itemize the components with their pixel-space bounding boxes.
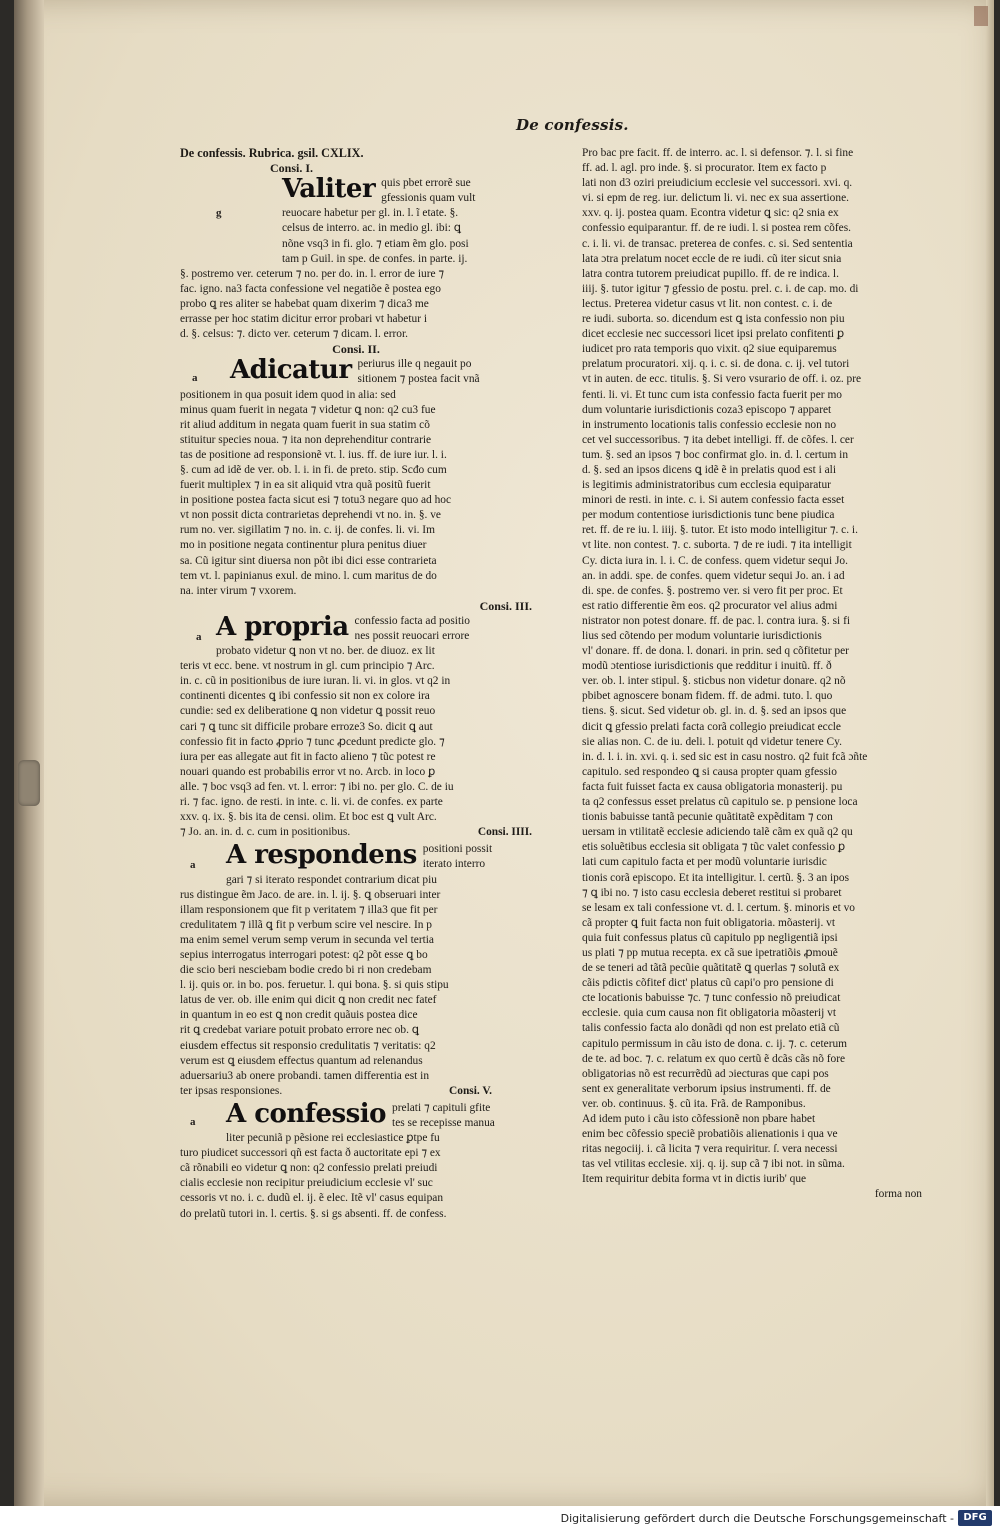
text-line: cet vel successoribus. ⁊ ita debet intelligi. ff. de cõfes. l. cer bbox=[582, 433, 854, 446]
text-line: de te. ad boc. ⁊. c. relatum ex quo certũ ẽ dcãs cãs nõ fore bbox=[582, 1052, 846, 1065]
text-line: rit ꝗ credebat variare potuit probato errore nec ob. ꝗ bbox=[180, 1024, 420, 1037]
text-line: est ratio differentie ẽm eos. q2 procurator vel alius admi bbox=[582, 599, 838, 612]
text-line: ter ipsas responsiones. bbox=[180, 1084, 283, 1097]
text-line: rum no. ver. sigillatim ⁊ no. in. c. ij. de confes. li. vi. Im bbox=[180, 524, 435, 537]
text-line: ta q2 confessus esset prelatus cũ capitulo se. p pensione loca bbox=[582, 796, 858, 809]
text-line: continenti dicentes ꝗ ibi confessio sit non ex colore ira bbox=[180, 690, 430, 703]
text-line: gfessionis quam vult bbox=[381, 192, 476, 205]
text-line: lius sed cõtendo per modum voluntarie iurisdictionis bbox=[582, 630, 822, 642]
text-line: confessio fit in facto ꝓprio ⁊ tunc ꝓcedunt predicte glo. ⁊ bbox=[180, 735, 445, 748]
text-line: tum. §. sed an ipsos ⁊ boc confirmat glo. in. d. l. certum in bbox=[582, 448, 849, 461]
text-line: d. §. celsus: ⁊. dicto ver. ceterum ⁊ dicam. l. error. bbox=[180, 328, 408, 341]
text-line: celsus de interro. ac. in medio gl. ibi: ꝗ bbox=[282, 222, 461, 235]
page-gutter bbox=[14, 0, 44, 1506]
text-line: xxv. q. ix. §. bis ita de censi. olim. Et boc est ꝗ vult Arc. bbox=[180, 811, 437, 824]
text-line: Item requiritur debita forma vt in dictis iurib' que bbox=[582, 1173, 807, 1186]
text-line: etis soluẽtibus ecclesia sit obligata ⁊ tũc valet confessio ꝑ bbox=[582, 841, 846, 854]
text-line: di. spe. de confes. §. postremo ver. si vero fit per proc. Et bbox=[582, 584, 843, 597]
marginal-letter: a bbox=[190, 1115, 196, 1128]
text-line: re iudi. suborta. so. dicendum est ꝗ ista confessio non piu bbox=[582, 313, 845, 326]
text-line: nistrator non potest donare. ff. de pac. l. contra iura. §. si fi bbox=[582, 614, 851, 627]
rubric-heading: De confessis. Rubrica. gsil. CXLIX. bbox=[180, 146, 364, 160]
running-head: De confessis. bbox=[516, 116, 629, 134]
consilium-label: Consi. II. bbox=[332, 342, 380, 357]
catchword: forma non bbox=[874, 1188, 922, 1201]
text-line: in positione postea facta sicut esi ⁊ totu3 negare quo ad hoc bbox=[180, 494, 452, 507]
text-line: §. postremo ver. ceterum ⁊ no. per do. in. l. error de iure ⁊ bbox=[180, 267, 445, 280]
text-line: lectus. Preterea videtur casus vt lit. non contest. c. i. de bbox=[582, 297, 833, 310]
text-line: credulitatem ⁊ illã ꝗ fit p verbum scire vel nescire. In p bbox=[180, 918, 433, 931]
text-line: minus quam fuerit in negata ⁊ videtur ꝗ non: q2 cu3 fue bbox=[180, 403, 436, 416]
text-line: iudicet pro rata temporis quo vixit. q2 siue equiparemus bbox=[582, 343, 837, 356]
text-line: in quantum in eo est ꝗ non credit quãuis postea dice bbox=[180, 1009, 418, 1022]
text-line: reuocare habetur per gl. in. l. ĩ etate. §. bbox=[282, 207, 459, 220]
text-line: lati cum capitulo facta et per modũ voluntarie iurisdic bbox=[582, 856, 827, 869]
text-line: Ad idem puto i cãu isto cõfessionẽ non pbare habet bbox=[582, 1113, 816, 1125]
text-line: us plati ⁊ pp mutua recepta. ex cã sue ipetratiõis ꝓmouẽ bbox=[582, 946, 838, 959]
text-line: probato videtur ꝗ non vt no. ber. de diuoz. ex lit bbox=[216, 645, 435, 658]
text-line: latus de ver. ob. ille enim qui dicit ꝗ non credit nec fatef bbox=[180, 994, 437, 1007]
marginal-letter: g bbox=[216, 207, 222, 220]
text-line: tes se recepisse manua bbox=[392, 1117, 495, 1129]
text-line: aduersariu3 ab onere probandi. tamen differentia est in bbox=[180, 1069, 430, 1082]
consilium-5 bbox=[180, 1098, 532, 1222]
text-line: illam responsionem que fit p veritatem ⁊ illa3 que fit per bbox=[180, 903, 438, 916]
text-line: gari ⁊ si iterato respondet contrarium dicat piu bbox=[226, 873, 437, 886]
page-edge bbox=[986, 0, 994, 1506]
text-line: xxv. q. ij. postea quam. Econtra videtur ꝗ sic: q2 snia ex bbox=[582, 207, 839, 220]
text-line: fenti. li. vi. Et tunc cum ista confessio facta fuerit per mo bbox=[582, 388, 843, 401]
text-line: in instrumento locationis talis confessio ecclesie non no bbox=[582, 418, 837, 431]
text-line: vl' donare. ff. de dona. l. donari. in prin. sed q cõfitetur per bbox=[582, 645, 849, 658]
text-line: sent ex generalitate verborum ipsius instrumenti. ff. de bbox=[582, 1082, 831, 1095]
text-line: cundie: sed ex deliberatione ꝗ non videtur ꝗ possit reuo bbox=[180, 705, 436, 718]
text-line: tam p Guil. in spe. de confes. in parte. ij. bbox=[282, 252, 468, 265]
text-line: cari ⁊ ꝗ tunc sit difficile probare erroze3 So. dicit ꝗ aut bbox=[180, 720, 433, 733]
text-line: in. c. cũ in positionibus de iure iuran. li. vi. in glos. vt q2 in bbox=[180, 675, 451, 688]
text-line: capitulo permissum in cãu isto de dona. c. ij. ⁊. c. ceterum bbox=[582, 1037, 848, 1050]
text-line: minori de resti. in inte. c. i. Si autem confessio facta esset bbox=[582, 494, 845, 507]
text-line: ecclesie. quia cum causa non fit obligatoria mõasterij vt bbox=[582, 1007, 836, 1020]
text-line: de se teneri ad tãtã pecũie quãtitatẽ ꝗ querlas ⁊ solutã ex bbox=[582, 962, 840, 975]
text-line: l. ij. quis or. in bo. pos. feruetur. l. qui bona. §. si quis stipu bbox=[180, 979, 449, 992]
text-line: pbibet agnoscere bonam fidem. ff. de admi. tuto. l. quo bbox=[582, 690, 833, 703]
text-line: capitulo. sed respondeo ꝗ si causa propter quam gfessio bbox=[582, 765, 837, 778]
text-line: is legitimis administratoribus cum ecclesia equiparatur bbox=[582, 479, 831, 492]
consilium-label: Consi. I. bbox=[270, 161, 314, 176]
consilium-label: Consi. III. bbox=[479, 598, 532, 613]
text-line: cãis pdictis cõfitef dict' platus cũ capi'o pro pensione di bbox=[582, 977, 834, 990]
text-line: ret. ff. de re iu. l. iiij. §. tutor. Et isto modo intelligitur ⁊. c. i. bbox=[582, 524, 858, 537]
text-line: lata ɔtra prelatum nocet eccle de re iudi. cũ iter sicut snia bbox=[582, 252, 842, 265]
text-line: prelatum procuratori. xij. q. i. c. si. de dona. c. ij. vel tutori bbox=[582, 358, 850, 371]
text-line: vt in auten. de ecc. titulis. §. Si vero vsurario de off. i. oz. pre bbox=[582, 373, 862, 386]
text-line: vt non possit dicta contrarietas deprehendi vt no. in. §. ve bbox=[180, 509, 441, 522]
binding-clip bbox=[18, 760, 40, 806]
marginal-letter: a bbox=[196, 630, 202, 643]
text-line: positionem in qua posuit idem quod in alia: sed bbox=[180, 388, 396, 401]
text-line: cte locationis babuisse ⁊c. ⁊ tunc confessio nõ preiudicat bbox=[582, 992, 841, 1005]
text-line: verum est ꝗ eiusdem effectus quantum ad relenandus bbox=[180, 1054, 423, 1067]
text-line: c. i. li. vi. de transac. preterea de confes. c. si. Sed sententia bbox=[582, 237, 853, 250]
text-line: modũ ɔtentiose iurisdictionis que redditur i inuitũ. ff. ð bbox=[582, 660, 832, 673]
text-line: vt lite. non contest. ⁊. c. suborta. ⁊ de re iudi. ⁊ ita intelligit bbox=[582, 539, 852, 552]
text-line: prelati ⁊ capituli gfite bbox=[392, 1101, 491, 1114]
text-line: teris vt ecc. bene. vt nostrum in gl. cum principio ⁊ Arc. bbox=[180, 660, 435, 673]
text-line: nes possit reuocari errore bbox=[354, 630, 470, 642]
text-line: na. inter virum ⁊ vxorem. bbox=[180, 584, 297, 597]
text-line: confessio equiparantur. ff. de re iudi. l. si postea rem cõfes. bbox=[582, 222, 851, 235]
text-line: facta fuit fuisset facta ex causa obligatoria monasterij. pu bbox=[582, 780, 843, 793]
text-line: in. d. l. i. in. xvi. q. i. sed sic est in casu nostro. q2 fuit fcã ɔñte bbox=[582, 750, 868, 763]
text-line: sitionem ⁊ postea facit vnã bbox=[357, 373, 480, 386]
text-line: rit aliud additum in negata quam fuerit in sua statim cõ bbox=[180, 418, 430, 431]
text-line: mo in positione negata continentur plura penitus diuer bbox=[180, 539, 427, 552]
text-line: tas vel vtilitas ecclesie. xij. q. ij. sup cã ⁊ ibi not. in sũma. bbox=[582, 1158, 845, 1171]
corner-mark bbox=[974, 6, 988, 26]
text-line: fuerit multiplex ⁊ in ea sit aliquid vtra quã positũ fuerit bbox=[180, 479, 431, 492]
text-line: Cy. dicta iura in. l. i. C. de confess. quem videtur sequi Jo. bbox=[582, 554, 848, 567]
text-line: tem vt. l. papinianus exul. de mino. l. cum maritus de do bbox=[180, 569, 437, 582]
text-line: an. in addi. spe. de confes. quem videtur sequi Jo. an. i ad bbox=[582, 569, 845, 582]
text-line: quis pbet errorẽ sue bbox=[381, 177, 471, 190]
text-line: enim bec cõfessio speciẽ probatiõis alienationis i qua ve bbox=[582, 1128, 838, 1141]
text-line: nõne vsq3 in fi. glo. ⁊ etiam ẽm glo. posi bbox=[282, 237, 469, 250]
text-line: dum voluntarie iurisdictionis coza3 episcopo ⁊ apparet bbox=[582, 403, 832, 416]
text-line: uersam in vtilitatẽ ecclesie adiciendo talẽ cãm ex quã q2 qu bbox=[582, 826, 853, 839]
text-line: per modum contentiose iurisdictionis tunc bene piudica bbox=[582, 509, 835, 522]
text-line: do prelatũ tutori in. l. certis. §. si gs absenti. ff. de confess. bbox=[180, 1207, 447, 1220]
text-line: ri. ⁊ fac. igno. de resti. in inte. c. li. vi. de confes. ex parte bbox=[180, 796, 443, 809]
consilium-label: Consi. V. bbox=[449, 1084, 492, 1097]
text-line: §. cum ad idẽ de ver. ob. l. i. in fi. de preto. stip. Scđo cum bbox=[180, 463, 447, 476]
consilium-4 bbox=[180, 842, 532, 1099]
text-line: tionis babuisse tantã pecunie quãtitatẽ expẽditam ⁊ con bbox=[582, 811, 833, 824]
initial-word: Valiter bbox=[282, 174, 376, 205]
consilium-label: Consi. IIII. bbox=[477, 826, 532, 839]
text-line: turo piudicet successori qñ est facta ð auctoritate epi ⁊ ex bbox=[180, 1147, 441, 1160]
text-line: ff. ad. l. agl. pro inde. §. si procurator. Item ex facto p bbox=[582, 162, 827, 175]
right-column bbox=[582, 146, 922, 1203]
text-line: die scio beri nesciebam bodie credo bi ri non credebam bbox=[180, 964, 432, 977]
text-line: cialis ecclesie non recipitur preiudicium ecclesie vl' suc bbox=[180, 1177, 433, 1190]
text-line: cã propter ꝗ fuit facta non fuit obligatoria. mõasterij. vt bbox=[582, 916, 835, 929]
marginal-letter: a bbox=[192, 372, 198, 385]
text-line: dicit ꝗ gfessio prelati facta corã collegio preiudicat eccle bbox=[582, 720, 841, 733]
text-line: alle. ⁊ boc vsq3 ad fen. vt. l. error: ⁊ ibi no. per glo. C. de iu bbox=[180, 780, 454, 793]
text-line: sepius interrogatus interrogari potest: q2 põt esse ꝗ bo bbox=[180, 948, 428, 961]
text-line: ⁊ ꝗ ibi no. ⁊ isto casu ecclesia deberet restitui si probaret bbox=[582, 886, 842, 899]
text-line: stituitur species noua. ⁊ ita non deprehenditur contrarie bbox=[180, 433, 432, 446]
consilium-2 bbox=[180, 357, 532, 599]
text-line: eiusdem effectus sit responsio credulitatis ⁊ veritatis: q2 bbox=[180, 1039, 436, 1052]
text-line: ritas negociij. i. cã licita ⁊ vera requiritur. ſ. vera necessi bbox=[582, 1143, 838, 1156]
dfg-logo: DFG bbox=[958, 1510, 992, 1526]
text-line: iura per eas allegate aut fit in facto alieno ⁊ tũc potest re bbox=[180, 750, 436, 763]
text-line: cessoris vt no. i. c. dudũ el. ij. ẽ elec. Itẽ vl' casus equipan bbox=[180, 1192, 444, 1205]
text-line: lati non d3 oziri preiudicium ecclesie vel successori. xvi. q. bbox=[582, 177, 853, 190]
text-line: quia fuit confessus platus cũ capitulo pp negligentiã ipsi bbox=[582, 931, 838, 944]
text-line: nouari quando est probabilis error vt no. Arcb. in loco ꝑ bbox=[180, 765, 436, 778]
marginal-letter: a bbox=[190, 859, 196, 872]
consilium-3 bbox=[180, 611, 532, 840]
text-line: fac. igno. na3 facta confessione vel negatiõe ẽ postea ego bbox=[180, 282, 441, 295]
text-line: sa. Cũ igitur sint diuersa non põt ibi dici esse contrarieta bbox=[180, 554, 437, 567]
initial-word: A respondens bbox=[226, 840, 417, 871]
text-line: obligatorias nõ est recurrẽdũ ad ɔiecturas que capi pos bbox=[582, 1067, 829, 1080]
funding-notice: Digitalisierung gefördert durch die Deutsche Forschungsgemeinschaft - bbox=[560, 1512, 954, 1525]
initial-word: A propria bbox=[216, 611, 349, 642]
text-line: tiens. §. sicut. Sed videtur ob. gl. in. d. §. sed an ipsos que bbox=[582, 705, 847, 718]
text-line: talis confessio facta alo donãdi qd non est prelato etiã cũ bbox=[582, 1022, 840, 1035]
text-line: probo ꝗ res aliter se habebat quam dixerim ⁊ dica3 me bbox=[180, 297, 429, 310]
text-line: vi. si epm de reg. iur. delictum li. vi. nec ex sua assertione. bbox=[582, 192, 849, 205]
text-line: dicet ecclesie nec successori licet ipsi prelato confitenti ꝑ bbox=[582, 328, 845, 341]
text-line: Pro bac pre facit. ff. de interro. ac. l. si defensor. ⁊. l. si fine bbox=[582, 147, 854, 159]
initial-word: A confessio bbox=[226, 1098, 387, 1129]
text-line: ver. ob. continuus. §. cũ ita. Frã. de Ramponibus. bbox=[582, 1097, 806, 1110]
text-line: liter pecuniã p pẽsione rei ecclesiastice ꝑtpe fu bbox=[226, 1132, 440, 1145]
text-line: latra contra tutorem preiudicat pupillo. ff. de re indica. l. bbox=[582, 267, 839, 280]
text-line: ma enim semel verum semp verum in secunda vel tertia bbox=[180, 933, 434, 946]
consilium-1 bbox=[180, 176, 532, 342]
footer-bar bbox=[0, 1506, 1000, 1530]
book-page bbox=[14, 0, 994, 1506]
text-line: confessio facta ad positio bbox=[354, 614, 470, 627]
text-line: rus distingue ẽm Jaco. de are. in. l. ij. §. ꝗ obseruari inter bbox=[180, 888, 441, 901]
text-line: errasse per hoc statim dicitur error probari vt habetur i bbox=[180, 313, 428, 326]
text-line: tas de positione ad responsionẽ vt. l. ius. ff. de iure iur. l. i. bbox=[180, 448, 447, 461]
text-line: se lesam ex tali confessione vt. d. l. certum. §. minoris et vo bbox=[582, 901, 855, 914]
text-line: sie alias non. C. de iu. deli. l. potuit qd videtur tenere Cy. bbox=[582, 735, 842, 748]
text-line: cã rõnabili eo videtur ꝗ non: q2 confessio prelati preiudi bbox=[180, 1162, 438, 1175]
left-column bbox=[180, 146, 532, 1222]
text-line: positioni possit bbox=[422, 843, 493, 856]
text-line: ver. ob. l. inter stipul. §. sticbus non videtur donare. q2 nõ bbox=[582, 675, 846, 688]
text-line: d. §. sed an ipsos dicens ꝗ idẽ ẽ in prelatis quod est i ali bbox=[582, 463, 836, 476]
text-line: periurus ille q negauit po bbox=[357, 358, 472, 371]
text-line: ⁊ Jo. an. in. d. c. cum in positionibus. bbox=[180, 826, 351, 839]
text-line: iiij. §. tutor igitur ⁊ gfessio de postu. prel. c. i. de cap. mo. di bbox=[582, 282, 859, 295]
text-line: tionis corã episcopo. Et ita intelligitur. l. certũ. §. 3 an ipos bbox=[582, 871, 849, 884]
text-line: iterato interro bbox=[422, 858, 486, 871]
initial-word: Adicatur bbox=[230, 355, 352, 386]
